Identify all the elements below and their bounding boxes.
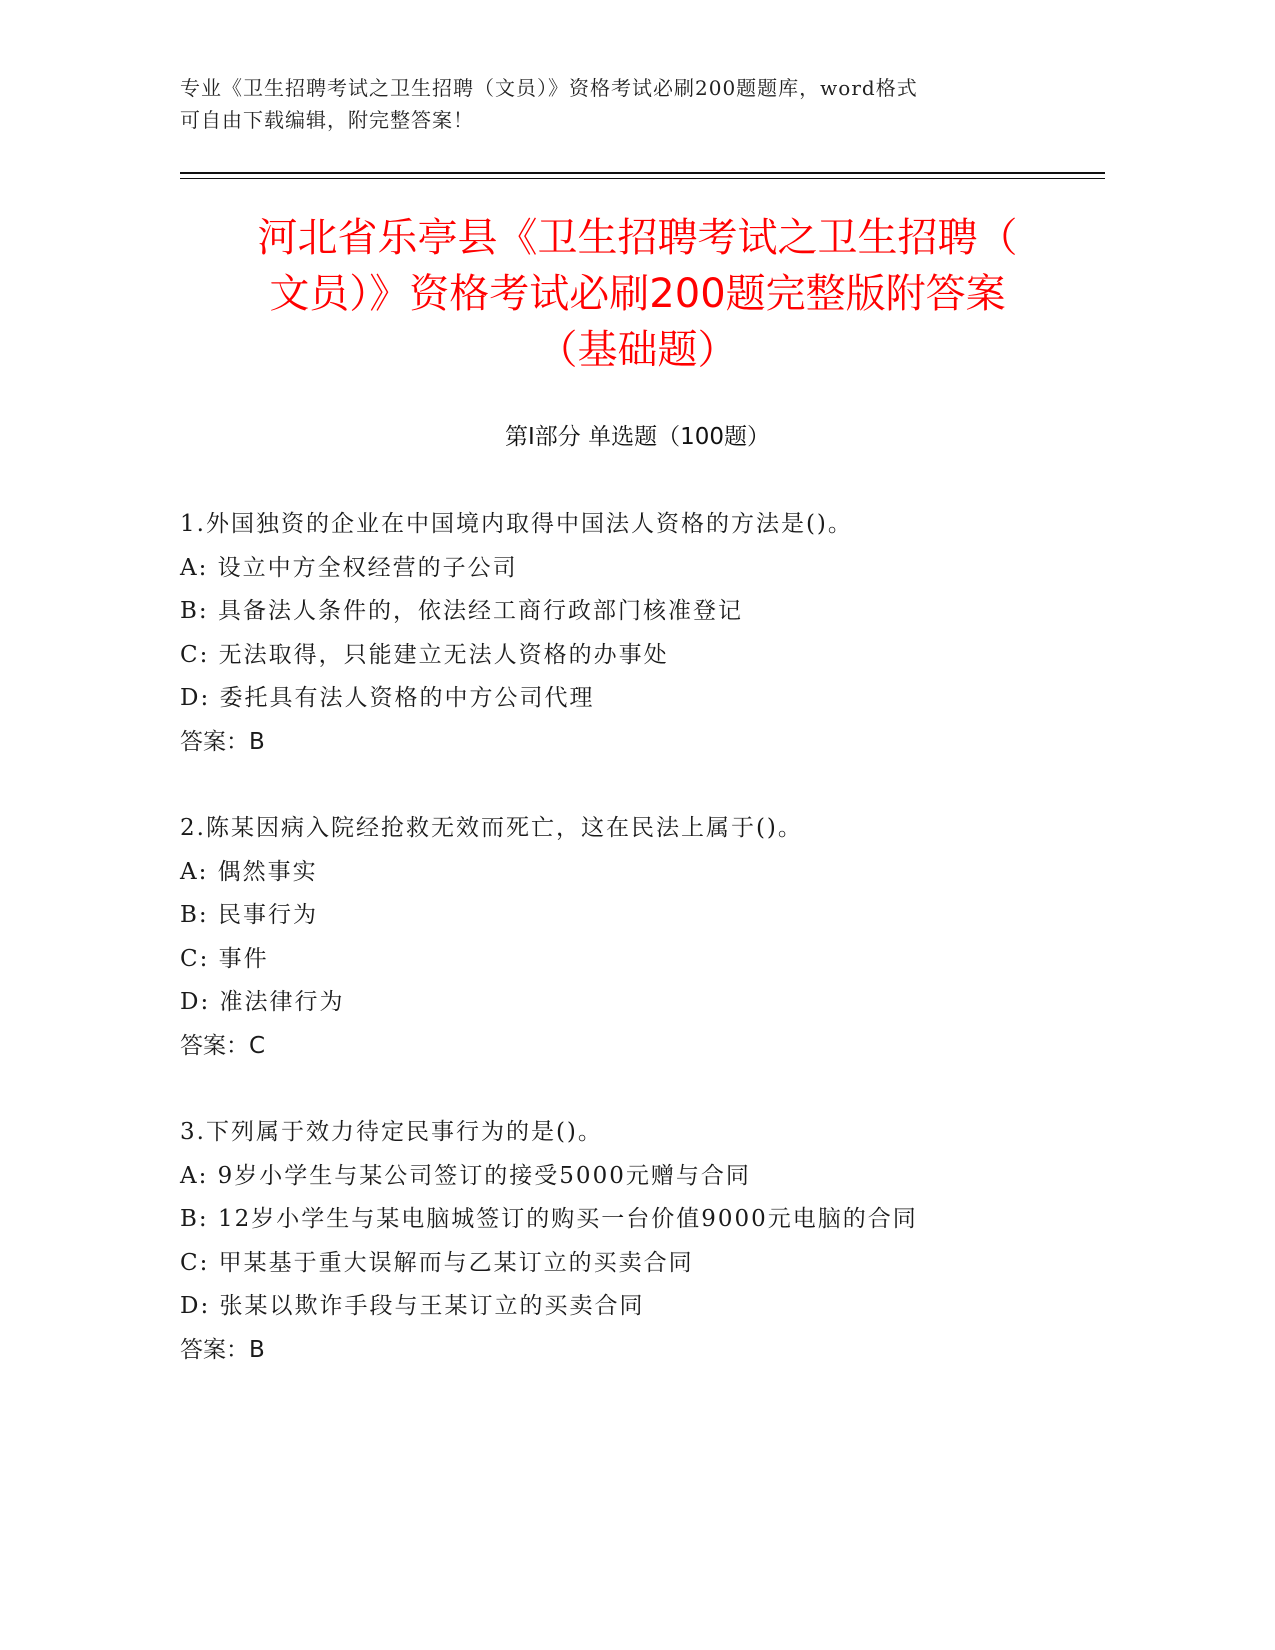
option-c: C: 事件 bbox=[180, 945, 269, 972]
section-title: 第Ⅰ部分 单选题（100题） bbox=[505, 424, 770, 450]
document-title-line-3: （基础题） bbox=[537, 327, 738, 373]
option-d: D: 准法律行为 bbox=[180, 989, 345, 1015]
answer-text: 答案：B bbox=[180, 728, 265, 755]
document-title-line-2: 文员）》资格考试必刷200题完整版附答案 bbox=[269, 271, 1006, 317]
option-a: A: 9岁小学生与某公司签订的接受5000元赠与合同 bbox=[180, 1162, 751, 1189]
question-item bbox=[180, 503, 1120, 764]
option-d: D: 委托具有法人资格的中方公司代理 bbox=[180, 685, 595, 711]
header-note bbox=[180, 72, 1060, 136]
option-d: D: 张某以欺诈手段与王某订立的买卖合同 bbox=[180, 1293, 645, 1319]
question-item bbox=[180, 807, 1120, 1068]
question-item bbox=[180, 1111, 1120, 1372]
document-title-line-1: 河北省乐亭县《卫生招聘考试之卫生招聘（ bbox=[257, 215, 1018, 261]
question-list bbox=[180, 503, 1120, 1415]
document-title bbox=[150, 210, 1125, 378]
option-b: B: 具备法人条件的，依法经工商行政部门核准登记 bbox=[180, 598, 743, 624]
option-b: B: 12岁小学生与某电脑城签订的购买一台价值9000元电脑的合同 bbox=[180, 1206, 918, 1232]
question-stem: 2.陈某因病入院经抢救无效而死亡，这在民法上属于()。 bbox=[180, 815, 803, 841]
answer-text: 答案：B bbox=[180, 1336, 265, 1363]
option-c: C: 甲某基于重大误解而与乙某订立的买卖合同 bbox=[180, 1249, 694, 1276]
question-stem: 3.下列属于效力待定民事行为的是()。 bbox=[180, 1119, 603, 1145]
header-note-line-1: 专业《卫生招聘考试之卫生招聘（文员）》资格考试必刷200题题库，word格式 bbox=[180, 76, 918, 100]
option-b: B: 民事行为 bbox=[180, 902, 318, 928]
header-note-line-2: 可自由下载编辑，附完整答案！ bbox=[180, 108, 474, 132]
question-stem: 1.外国独资的企业在中国境内取得中国法人资格的方法是()。 bbox=[180, 511, 853, 537]
answer-text: 答案：C bbox=[180, 1032, 266, 1059]
option-a: A: 设立中方全权经营的子公司 bbox=[180, 554, 518, 581]
option-a: A: 偶然事实 bbox=[180, 858, 318, 885]
header-divider-thick bbox=[180, 172, 1105, 174]
option-c: C: 无法取得，只能建立无法人资格的办事处 bbox=[180, 641, 669, 668]
header-divider-thin bbox=[180, 178, 1105, 179]
